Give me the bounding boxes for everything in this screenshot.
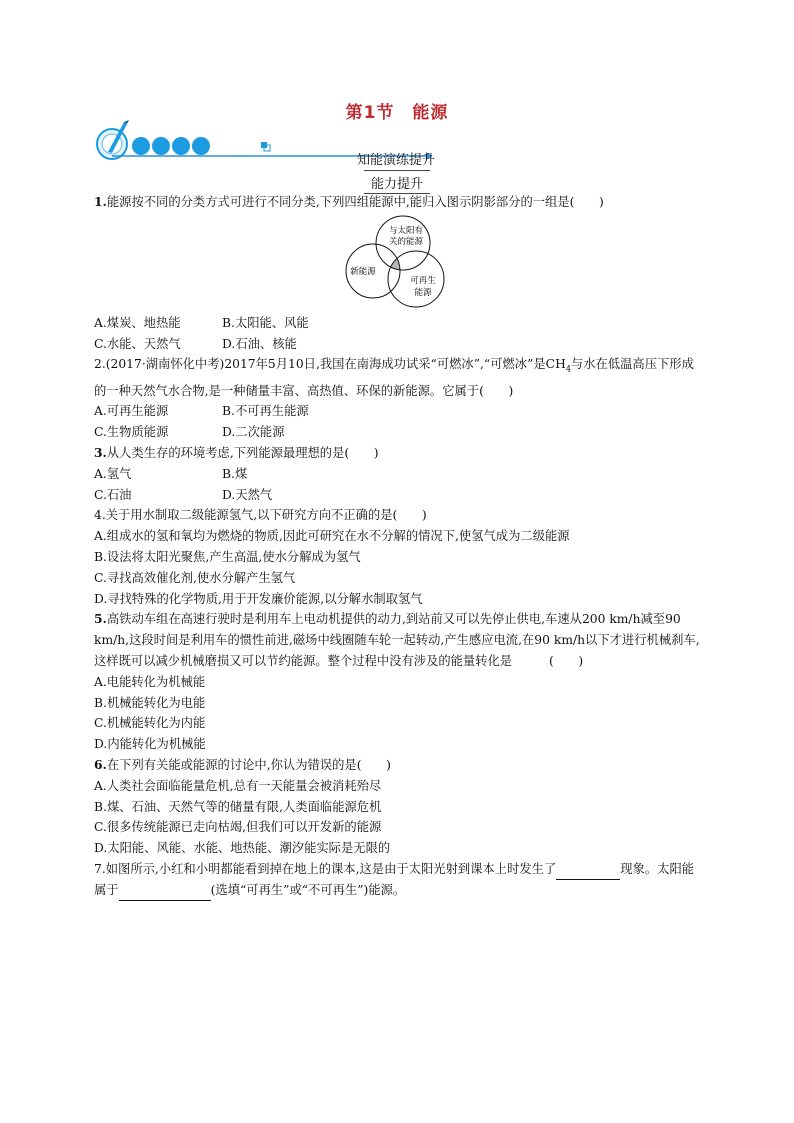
- option: A.氢气: [94, 466, 132, 481]
- options: [94, 401, 702, 443]
- venn-label-right: 可再生: [410, 275, 436, 286]
- venn-label-top: 关的能源: [388, 236, 424, 247]
- venn-label-left: 新能源: [350, 266, 376, 277]
- option: D.内能转化为机械能: [94, 737, 206, 752]
- page-title: 第1节 能源: [345, 103, 449, 123]
- option: D.寻找特殊的化学物质,用于开发廉价能源,以分解水制取氢气: [94, 591, 423, 606]
- option: B.煤、石油、天然气等的储量有限,人类面临能源危机: [94, 799, 382, 814]
- option: B.煤: [222, 466, 248, 481]
- section-label: 知能演练提升: [357, 153, 436, 168]
- option: A.组成水的氢和氧均为燃烧的物质,因此可研究在水不分解的情况下,使氢气成为二级能源: [94, 529, 570, 544]
- sub-label: 能力提升: [364, 170, 430, 194]
- question-1: 1.能源按不同的分类方式可进行不同分类,下列四组能源中,能归入图示阴影部分的一组是( ) 与太阳有 关的能源 新能源 可再生 能源 A.煤炭、地热能 B.太阳能、风能 C.水能、天然气 D.石油、核能: [94, 192, 702, 354]
- question-7: 7.如图所示,小红和小明都能看到掉在地上的课本,这是由于太阳光射到课本上时发生了 现象。太阳能属于 (选填“可再生”或“不可再生”)能源。: [94, 859, 702, 901]
- question-list: [94, 192, 702, 901]
- option: B.机械能转化为电能: [94, 695, 206, 710]
- option: D.太阳能、风能、水能、地热能、潮汐能实际是无限的: [94, 841, 391, 856]
- option: B.不可再生能源: [222, 404, 309, 419]
- option: C.很多传统能源已走向枯竭,但我们可以开发新的能源: [94, 820, 382, 835]
- answer-blank[interactable]: [556, 864, 620, 880]
- option: C.机械能转化为内能: [94, 716, 206, 731]
- option: A.可再生能源: [94, 404, 169, 419]
- option: B.设法将太阳光聚焦,产生高温,使水分解成为氢气: [94, 550, 361, 565]
- option: B.太阳能、风能: [222, 315, 309, 330]
- option: A.煤炭、地热能: [94, 315, 181, 330]
- option: D.二次能源: [222, 425, 285, 440]
- corner-square-icon: [261, 142, 270, 151]
- venn-label-top: 与太阳有: [388, 225, 424, 236]
- question-5: 5.高铁动车组在高速行驶时是利用车上电动机提供的动力,到站前又可以先停止供电,车速从200 km/h减至90 km/h,这段时间是利用车的惯性前进,磁场中线圈随车轮一起转动,产生感应电流,在90 km/h以下才进行机械刹车,这样既可以减少机械磨损又可以节约能源。整个过程中没有涉及的能量转化是 ( ) A.电能转化为机械能 B.机械能转化为电能 C.机械能转化为内能 D.内能转化为机械能: [94, 609, 702, 755]
- options: [94, 313, 702, 355]
- option: C.寻找高效催化剂,使水分解产生氢气: [94, 570, 296, 585]
- option: D.石油、核能: [222, 336, 297, 351]
- venn-diagram: [344, 215, 448, 309]
- banner-dot: [192, 137, 210, 155]
- answer-blank[interactable]: [119, 885, 211, 901]
- banner-dot: [132, 137, 150, 155]
- pen-icon: [97, 120, 129, 159]
- option: A.电能转化为机械能: [94, 674, 206, 689]
- question-2: 2.(2017·湖南怀化中考)2017年5月10日,我国在南海成功试采“可燃冰”,“可燃冰”是$CH_4$与水在低温高压下形成的一种天然气水合物,是一种储量丰富、高热值、环保的新能源。它属于( ) A.可再生能源 B.不可再生能源 C.生物质能源 D.二次能源: [94, 354, 702, 443]
- banner-dot: [152, 137, 170, 155]
- option: C.水能、天然气: [94, 336, 181, 351]
- question-6: 6.在下列有关能或能源的讨论中,你认为错误的是( ) A.人类社会面临能量危机,总有一天能量会被消耗殆尽 B.煤、石油、天然气等的储量有限,人类面临能源危机 C.很多传统能源已走向枯竭,但我们可以开发新的能源 D.太阳能、风能、水能、地热能、潮汐能实际是无限的: [94, 755, 702, 859]
- option: A.人类社会面临能量危机,总有一天能量会被消耗殆尽: [94, 778, 382, 793]
- options: [94, 464, 702, 506]
- question-4: 4.关于用水制取二级能源氢气,以下研究方向不正确的是( ) A.组成水的氢和氧均为燃烧的物质,因此可研究在水不分解的情况下,使氢气成为二级能源 B.设法将太阳光聚焦,产生高温,使水分解成为氢气 C.寻找高效催化剂,使水分解产生氢气 D.寻找特殊的化学物质,用于开发廉价能源,以分解水制取氢气: [94, 505, 702, 609]
- banner-dot: [172, 137, 190, 155]
- option: D.天然气: [222, 487, 273, 502]
- venn-label-right: 能源: [414, 287, 432, 298]
- option: C.石油: [94, 487, 132, 502]
- question-3: 3.从人类生存的环境考虑,下列能源最理想的是( ) A.氢气 B.煤 C.石油 D.天然气: [94, 443, 702, 505]
- option: C.生物质能源: [94, 425, 169, 440]
